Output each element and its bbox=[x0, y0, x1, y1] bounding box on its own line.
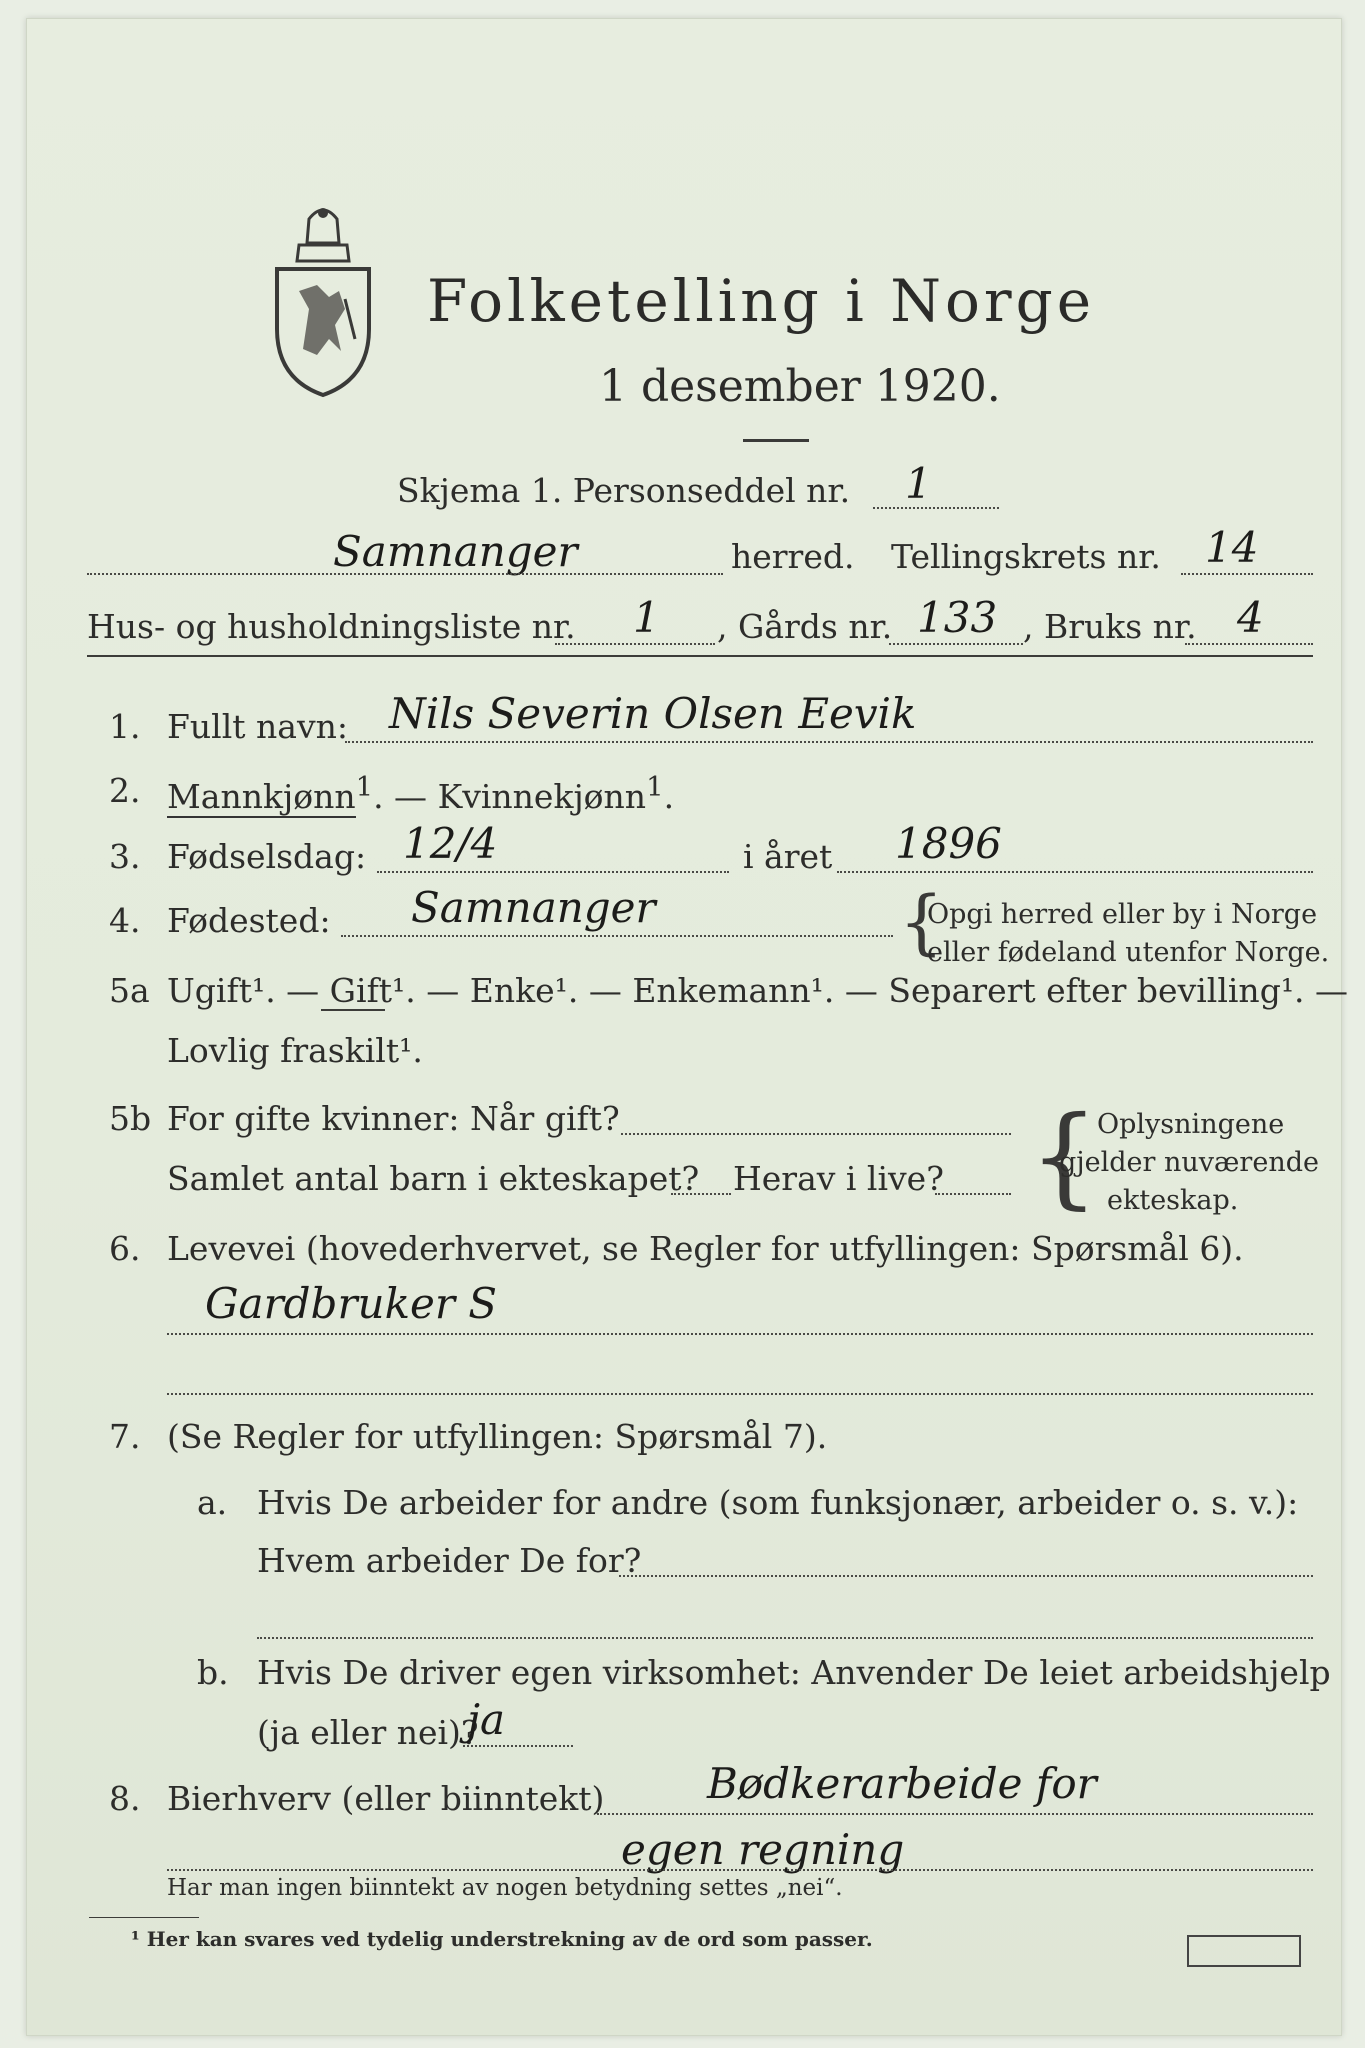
q8-note: Har man ingen biinntekt av nogen betydning settes „nei“. bbox=[167, 1875, 843, 1901]
tellingskrets-value: 14 bbox=[1205, 523, 1259, 572]
skjema-label: Skjema 1. Personseddel nr. bbox=[397, 471, 851, 510]
q4-number: 4. bbox=[109, 901, 141, 940]
q1-value: Nils Severin Olsen Eevik bbox=[389, 689, 917, 738]
tellingskrets-line bbox=[1181, 573, 1313, 575]
q7a-line bbox=[619, 1575, 1313, 1577]
q4-value: Samnanger bbox=[411, 883, 656, 932]
title-divider bbox=[743, 439, 809, 442]
q3-number: 3. bbox=[109, 837, 141, 876]
q3-line bbox=[377, 871, 729, 873]
q7a-line-2: Hvem arbeider De for? bbox=[257, 1541, 642, 1580]
q7b-line bbox=[463, 1745, 573, 1747]
herred-label: herred. bbox=[731, 537, 855, 576]
q8-line-1 bbox=[597, 1813, 1313, 1815]
q2-female: Kvinnekjønn bbox=[437, 777, 647, 816]
q6-number: 6. bbox=[109, 1229, 141, 1268]
gards-line bbox=[889, 643, 1023, 645]
q7b-line-1: Hvis De driver egen virksomhet: Anvender De leiet arbeidshjelp bbox=[257, 1653, 1331, 1692]
form-title: Folketelling i Norge bbox=[427, 267, 1096, 335]
q2-sep: . — bbox=[373, 777, 438, 816]
bruks-label: , Bruks nr. bbox=[1023, 607, 1197, 646]
herred-value: Samnanger bbox=[333, 527, 578, 576]
q5b-note-1: Oplysningene bbox=[1097, 1109, 1285, 1140]
q4-note-1: Opgi herred eller by i Norge bbox=[927, 899, 1318, 930]
q5a-gift-underline bbox=[321, 1009, 385, 1011]
q6-value: Gardbruker S bbox=[205, 1279, 498, 1328]
q4-brace: { bbox=[899, 881, 944, 963]
q7b-value: ja bbox=[467, 1695, 506, 1744]
gards-label: , Gårds nr. bbox=[717, 607, 893, 646]
q8-number: 8. bbox=[109, 1779, 141, 1818]
q5b-brace: { bbox=[1029, 1092, 1099, 1220]
q8-label: Bierhverv (eller biinntekt) bbox=[167, 1779, 605, 1818]
herred-line bbox=[87, 573, 723, 575]
q5a-number: 5a bbox=[109, 971, 150, 1010]
q1-label: Fullt navn: bbox=[167, 707, 348, 746]
q8-value-1: Bødkerarbeide for bbox=[707, 1759, 1097, 1808]
printer-stamp bbox=[1187, 1935, 1301, 1967]
footnote-rule bbox=[89, 1917, 199, 1918]
q5b-note-2: gjelder nuværende bbox=[1059, 1147, 1319, 1178]
q7-label: (Se Regler for utfyllingen: Spørsmål 7). bbox=[167, 1417, 828, 1456]
bruks-line bbox=[1185, 643, 1313, 645]
q5b-line-1: For gifte kvinner: Når gift? bbox=[167, 1099, 620, 1138]
q2-gender bbox=[167, 771, 674, 816]
tellingskrets-label: Tellingskrets nr. bbox=[891, 537, 1161, 576]
q5b-note-3: ekteskap. bbox=[1107, 1185, 1239, 1216]
q1-number: 1. bbox=[109, 707, 141, 746]
q7b-line-2: (ja eller nei)? bbox=[257, 1713, 479, 1752]
q1-line bbox=[345, 741, 1313, 743]
q5b-line-2b: Herav i live? bbox=[733, 1159, 944, 1198]
q2-male-sup: 1 bbox=[355, 771, 374, 803]
q7a-line-1: Hvis De arbeider for andre (som funksjonær, arbeider o. s. v.): bbox=[257, 1483, 1299, 1522]
q5b-number: 5b bbox=[109, 1099, 152, 1138]
q5a-line-1: Ugift¹. — Gift¹. — Enke¹. — Enkemann¹. — Separert efter bevilling¹. — bbox=[167, 971, 1349, 1010]
q3-year-value: 1896 bbox=[895, 819, 1002, 868]
q3-year-line bbox=[837, 871, 1313, 873]
q8-line-2 bbox=[167, 1869, 1313, 1871]
q6-line-2 bbox=[167, 1393, 1313, 1395]
q7b-number: b. bbox=[197, 1653, 229, 1692]
personseddel-value: 1 bbox=[905, 459, 932, 508]
q2-female-sup: 1 bbox=[646, 771, 664, 803]
q4-label: Fødested: bbox=[167, 901, 331, 940]
bruks-value: 4 bbox=[1237, 593, 1264, 642]
personseddel-line bbox=[873, 507, 999, 509]
q7a-number: a. bbox=[197, 1483, 228, 1522]
gards-value: 133 bbox=[917, 593, 998, 642]
q5a-line-2: Lovlig fraskilt¹. bbox=[167, 1031, 423, 1070]
q7-number: 7. bbox=[109, 1417, 141, 1456]
q2-end: . bbox=[663, 777, 675, 816]
husliste-line bbox=[555, 643, 715, 645]
q4-line bbox=[341, 935, 893, 937]
q5b-children-line bbox=[671, 1193, 731, 1195]
q5b-when-line bbox=[621, 1133, 1011, 1135]
coat-of-arms-icon bbox=[269, 199, 377, 399]
q5b-line-2a: Samlet antal barn i ekteskapet? bbox=[167, 1159, 700, 1198]
q2-male: Mannkjønn bbox=[167, 777, 356, 816]
footnote: ¹ Her kan svares ved tydelig understrekning av de ord som passer. bbox=[131, 1927, 873, 1951]
husliste-value: 1 bbox=[633, 593, 660, 642]
form-subtitle: 1 desember 1920. bbox=[599, 361, 1001, 412]
q7a-line-extra bbox=[257, 1637, 1313, 1639]
q5b-alive-line bbox=[935, 1193, 1011, 1195]
q8-value-2: egen regning bbox=[621, 1825, 905, 1874]
q6-label: Levevei (hovederhvervet, se Regler for utfyllingen: Spørsmål 6). bbox=[167, 1229, 1244, 1268]
q3-label: Fødselsdag: bbox=[167, 837, 367, 876]
husliste-label: Hus- og husholdningsliste nr. bbox=[87, 607, 576, 646]
census-form bbox=[26, 18, 1349, 2036]
header-rule bbox=[87, 655, 1313, 657]
q2-number: 2. bbox=[109, 771, 141, 810]
q3-value: 12/4 bbox=[403, 819, 498, 868]
q3-year-label: i året bbox=[743, 837, 833, 876]
q4-note-2: eller fødeland utenfor Norge. bbox=[927, 937, 1330, 968]
q6-line-1 bbox=[167, 1333, 1313, 1335]
